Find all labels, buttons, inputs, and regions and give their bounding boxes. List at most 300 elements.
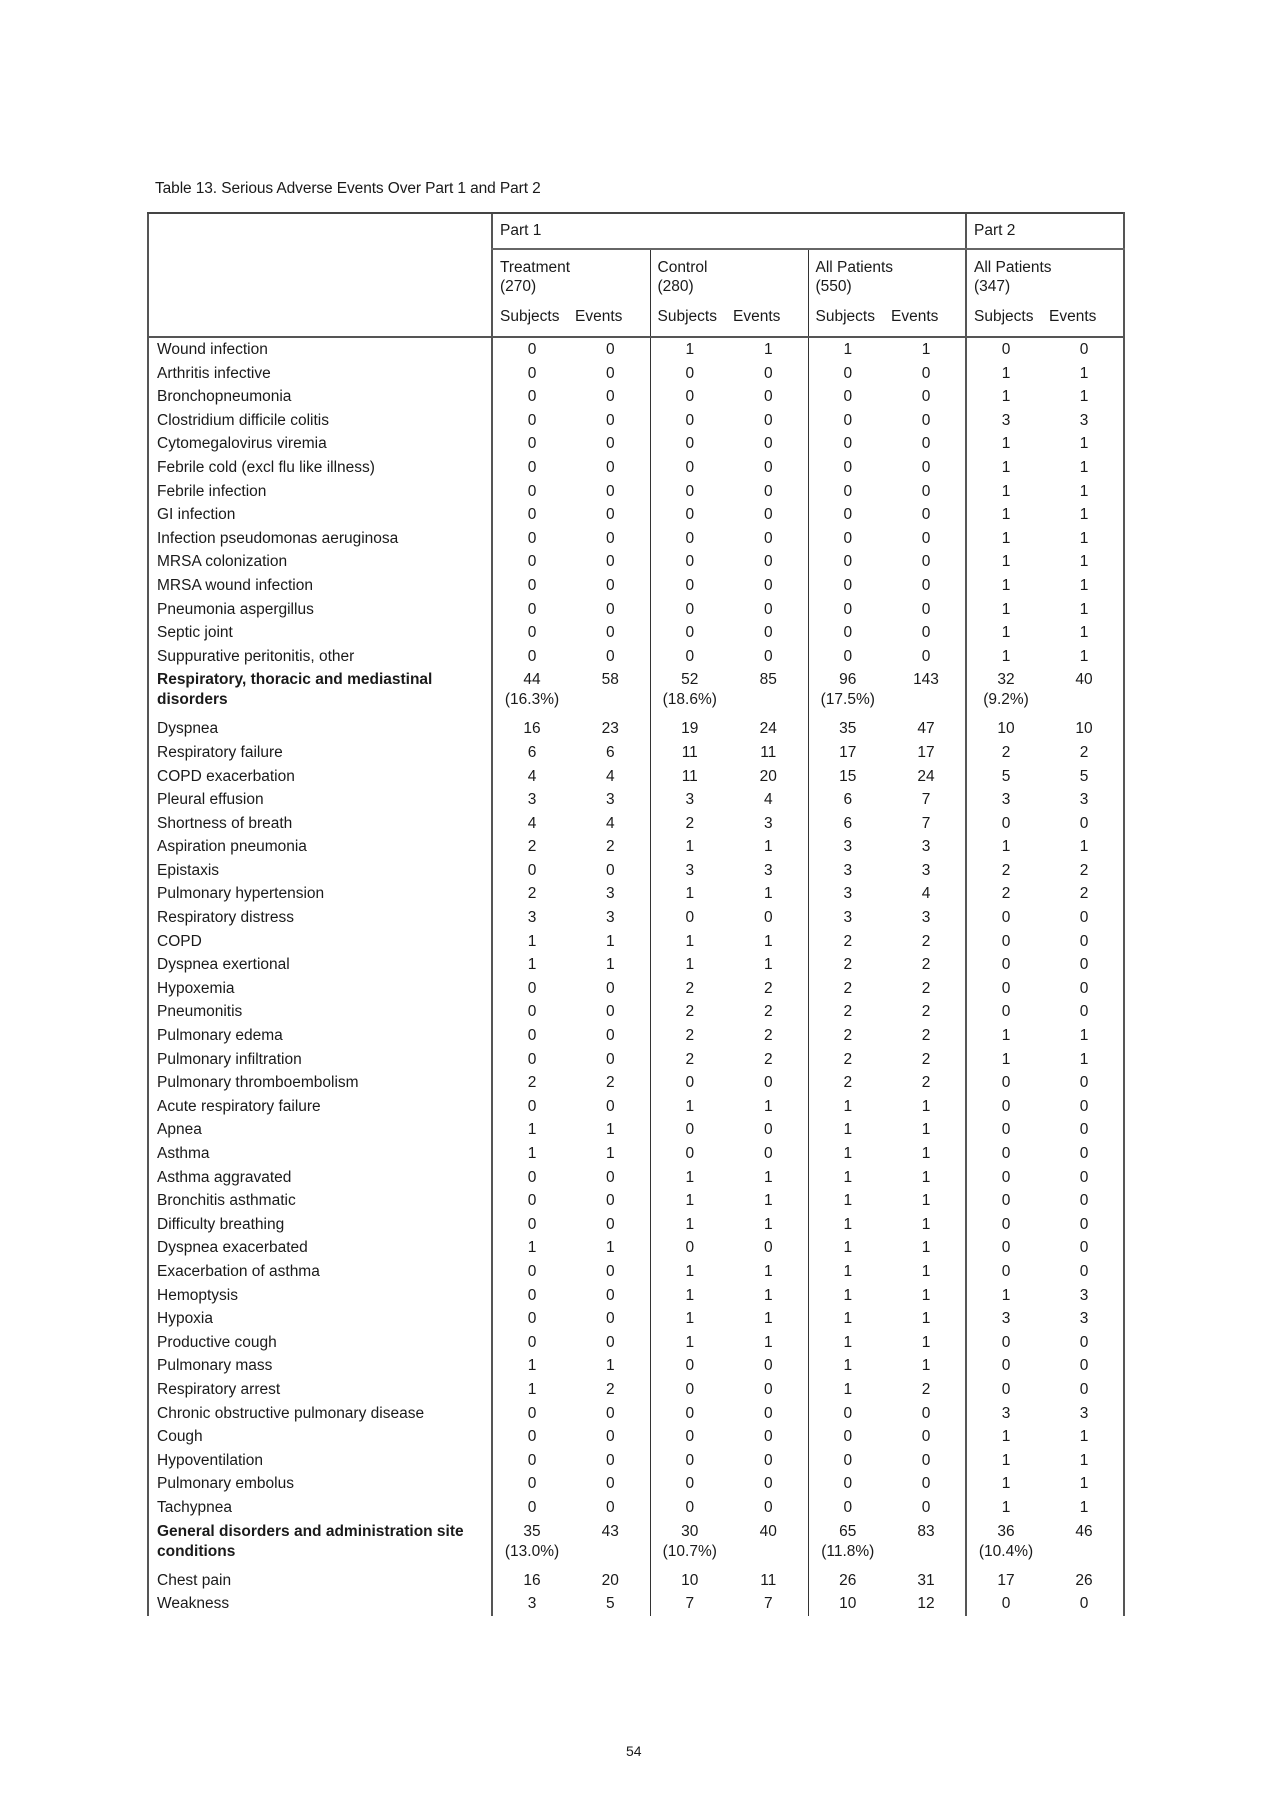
count-value: 1 bbox=[685, 1333, 695, 1351]
count-value: 1 bbox=[921, 1357, 931, 1375]
subjects-cell bbox=[650, 953, 729, 977]
events-cell bbox=[1045, 1449, 1124, 1473]
subjects-cell bbox=[808, 1213, 887, 1237]
count-value: 0 bbox=[605, 861, 615, 879]
count-value: 83 bbox=[917, 1522, 935, 1540]
events-cell bbox=[729, 1213, 808, 1237]
count-value: 0 bbox=[1001, 1380, 1011, 1398]
events-cell bbox=[887, 1307, 966, 1331]
events-cell bbox=[1045, 598, 1124, 622]
count-value: 3 bbox=[527, 791, 537, 809]
count-value: 3 bbox=[1001, 1310, 1011, 1328]
subjects-cell bbox=[650, 480, 729, 504]
count-value: 0 bbox=[1001, 1168, 1011, 1186]
events-cell bbox=[729, 1095, 808, 1119]
event-label: Epistaxis bbox=[148, 859, 492, 883]
count-value: 0 bbox=[527, 506, 537, 524]
count-value: 1 bbox=[527, 1145, 537, 1162]
subjects-cell bbox=[808, 1307, 887, 1331]
events-cell bbox=[887, 717, 966, 741]
subjects-cell bbox=[966, 480, 1045, 504]
count-value: 0 bbox=[527, 1192, 537, 1210]
events-cell bbox=[571, 1095, 650, 1119]
event-label: Hemoptysis bbox=[148, 1284, 492, 1308]
events-cell bbox=[729, 1496, 808, 1520]
events-cell bbox=[887, 1189, 966, 1213]
header-blank-cell bbox=[148, 213, 492, 337]
table-row bbox=[148, 882, 1124, 906]
events-cell bbox=[729, 1354, 808, 1378]
event-label: COPD exacerbation bbox=[148, 765, 492, 789]
count-value: 0 bbox=[605, 364, 615, 382]
events-cell bbox=[729, 1284, 808, 1308]
count-value: 1 bbox=[605, 932, 615, 950]
count-value: 2 bbox=[921, 956, 931, 974]
count-value: 16 bbox=[523, 1571, 541, 1589]
events-cell bbox=[571, 1569, 650, 1593]
count-value: 0 bbox=[1079, 1097, 1089, 1115]
count-value: 1 bbox=[763, 1262, 773, 1280]
subjects-cell bbox=[492, 1142, 571, 1166]
count-value: 0 bbox=[685, 576, 695, 594]
count-value: 0 bbox=[843, 506, 853, 524]
subjects-cell bbox=[808, 1378, 887, 1402]
count-value: 0 bbox=[1079, 1003, 1089, 1021]
count-value: 0 bbox=[763, 435, 773, 453]
subjects-cell bbox=[492, 527, 571, 551]
subjects-cell bbox=[650, 1378, 729, 1402]
count-value: 2 bbox=[1001, 743, 1011, 761]
count-value: 1 bbox=[605, 1121, 615, 1139]
count-value: 3 bbox=[605, 909, 615, 927]
table-row bbox=[148, 1118, 1124, 1142]
events-cell bbox=[729, 1520, 808, 1569]
events-cell bbox=[1045, 503, 1124, 527]
count-value: 1 bbox=[1001, 482, 1011, 500]
subjects-cell bbox=[966, 1284, 1045, 1308]
count-value: 0 bbox=[1079, 1333, 1089, 1351]
count-value: 0 bbox=[921, 388, 931, 406]
event-label: MRSA colonization bbox=[148, 550, 492, 574]
count-value: 0 bbox=[527, 624, 537, 642]
subjects-cell bbox=[966, 1189, 1045, 1213]
count-value: 0 bbox=[605, 411, 615, 429]
count-value: 2 bbox=[843, 1050, 853, 1068]
count-value: 0 bbox=[1079, 1595, 1089, 1613]
count-value: 0 bbox=[605, 388, 615, 406]
subjects-cell bbox=[966, 953, 1045, 977]
subjects-cell bbox=[808, 503, 887, 527]
count-value: 4 bbox=[763, 791, 773, 809]
events-cell bbox=[729, 765, 808, 789]
events-cell bbox=[571, 409, 650, 433]
count-value: 143 bbox=[913, 671, 939, 689]
events-cell bbox=[571, 1118, 650, 1142]
events-cell bbox=[887, 812, 966, 836]
count-value: 0 bbox=[685, 529, 695, 547]
table-row bbox=[148, 906, 1124, 930]
subjects-cell bbox=[650, 1260, 729, 1284]
subjects-cell bbox=[808, 621, 887, 645]
count-value: 96 bbox=[839, 671, 857, 689]
count-value: 0 bbox=[685, 553, 695, 571]
events-cell bbox=[887, 1592, 966, 1616]
subjects-cell bbox=[808, 1071, 887, 1095]
subjects-cell bbox=[650, 598, 729, 622]
subjects-cell bbox=[808, 741, 887, 765]
subjects-cell bbox=[808, 1095, 887, 1119]
count-value: 40 bbox=[759, 1522, 777, 1540]
count-value: 24 bbox=[759, 720, 777, 738]
subjects-cell bbox=[966, 1425, 1045, 1449]
table-row bbox=[148, 1260, 1124, 1284]
count-value: 0 bbox=[763, 388, 773, 406]
count-value: 0 bbox=[527, 1215, 537, 1233]
subjects-cell bbox=[966, 1354, 1045, 1378]
table-row bbox=[148, 1569, 1124, 1593]
count-value: 3 bbox=[1001, 1404, 1011, 1422]
count-value: 2 bbox=[921, 1050, 931, 1068]
events-cell bbox=[1045, 1331, 1124, 1355]
count-value: 1 bbox=[843, 341, 853, 358]
count-value: 0 bbox=[527, 1498, 537, 1516]
count-value: 7 bbox=[763, 1595, 773, 1613]
events-cell bbox=[571, 1472, 650, 1496]
count-value: 65 bbox=[839, 1522, 857, 1540]
table-row bbox=[148, 1496, 1124, 1520]
count-value: 1 bbox=[1001, 838, 1011, 856]
count-value: 1 bbox=[763, 341, 773, 358]
count-value: 0 bbox=[1001, 1357, 1011, 1375]
count-value: 3 bbox=[1001, 791, 1011, 809]
events-cell bbox=[571, 930, 650, 954]
subjects-cell bbox=[966, 1024, 1045, 1048]
subjects-cell bbox=[808, 977, 887, 1001]
subjects-cell bbox=[966, 668, 1045, 717]
events-cell bbox=[729, 812, 808, 836]
events-cell bbox=[729, 882, 808, 906]
subjects-cell bbox=[492, 717, 571, 741]
subjects-cell bbox=[492, 1284, 571, 1308]
count-value: 35 bbox=[523, 1522, 541, 1540]
events-cell bbox=[571, 1402, 650, 1426]
count-value: 0 bbox=[843, 1498, 853, 1516]
count-value: 10 bbox=[997, 720, 1015, 738]
events-cell bbox=[729, 409, 808, 433]
subjects-cell bbox=[492, 1472, 571, 1496]
count-value: 0 bbox=[843, 600, 853, 618]
subjects-cell bbox=[808, 953, 887, 977]
count-value: 3 bbox=[1079, 1404, 1089, 1422]
subjects-cell bbox=[492, 456, 571, 480]
events-cell bbox=[1045, 385, 1124, 409]
count-value: 1 bbox=[1079, 1451, 1089, 1469]
count-value: 0 bbox=[1079, 1215, 1089, 1233]
count-value: 1 bbox=[921, 1310, 931, 1328]
table-row bbox=[148, 1095, 1124, 1119]
table-caption: Table 13. Serious Adverse Events Over Part 1 and Part 2 bbox=[155, 180, 541, 197]
count-value: 0 bbox=[605, 553, 615, 571]
table-row bbox=[148, 503, 1124, 527]
count-value: 1 bbox=[1001, 529, 1011, 547]
subjects-cell bbox=[492, 1307, 571, 1331]
subjects-cell bbox=[966, 788, 1045, 812]
subjects-header: Subjects bbox=[492, 308, 571, 337]
count-value: 0 bbox=[685, 624, 695, 642]
count-value: 0 bbox=[685, 1074, 695, 1092]
count-value: 17 bbox=[917, 743, 935, 761]
events-header: Events bbox=[887, 308, 966, 337]
events-cell bbox=[571, 1213, 650, 1237]
table-row bbox=[148, 1425, 1124, 1449]
count-value: 1 bbox=[1079, 647, 1089, 665]
count-value: 11 bbox=[681, 767, 698, 785]
table-row bbox=[148, 1307, 1124, 1331]
count-value: 7 bbox=[921, 791, 931, 809]
events-cell bbox=[887, 645, 966, 669]
events-cell bbox=[729, 527, 808, 551]
count-value: 1 bbox=[1079, 458, 1089, 476]
events-cell bbox=[729, 1449, 808, 1473]
count-value: 0 bbox=[605, 529, 615, 547]
table-row bbox=[148, 1284, 1124, 1308]
events-cell bbox=[1045, 668, 1124, 717]
subjects-cell bbox=[966, 385, 1045, 409]
count-value: 3 bbox=[1001, 411, 1011, 429]
events-cell bbox=[887, 1354, 966, 1378]
count-value: 0 bbox=[527, 1168, 537, 1186]
count-value: 0 bbox=[1079, 1192, 1089, 1210]
count-value: 0 bbox=[527, 1027, 537, 1045]
percent-value: (10.4%) bbox=[978, 1542, 1034, 1560]
count-value: 2 bbox=[605, 838, 615, 856]
event-label: Asthma bbox=[148, 1142, 492, 1166]
events-cell bbox=[1045, 550, 1124, 574]
count-value: 1 bbox=[605, 1357, 615, 1375]
subjects-cell bbox=[966, 1472, 1045, 1496]
event-label: Pulmonary mass bbox=[148, 1354, 492, 1378]
count-value: 0 bbox=[921, 1404, 931, 1422]
count-value: 3 bbox=[921, 909, 931, 927]
count-value: 0 bbox=[763, 600, 773, 618]
count-value: 0 bbox=[1079, 814, 1089, 832]
count-value: 0 bbox=[685, 1475, 695, 1493]
count-value: 17 bbox=[997, 1571, 1015, 1589]
events-cell bbox=[1045, 1166, 1124, 1190]
events-cell bbox=[887, 1166, 966, 1190]
events-cell bbox=[1045, 1236, 1124, 1260]
count-value: 0 bbox=[763, 1239, 773, 1257]
events-cell bbox=[1045, 812, 1124, 836]
count-value: 1 bbox=[685, 1286, 695, 1304]
subjects-cell bbox=[966, 1142, 1045, 1166]
count-value: 1 bbox=[1001, 1286, 1011, 1304]
events-cell bbox=[729, 977, 808, 1001]
count-value: 1 bbox=[1079, 388, 1089, 406]
table-row bbox=[148, 456, 1124, 480]
events-cell bbox=[729, 835, 808, 859]
subjects-cell bbox=[492, 1496, 571, 1520]
subjects-cell bbox=[492, 1048, 571, 1072]
events-cell bbox=[887, 1496, 966, 1520]
count-value: 0 bbox=[1079, 341, 1089, 358]
count-value: 0 bbox=[605, 1428, 615, 1446]
percent-value: (10.7%) bbox=[662, 1542, 717, 1560]
subjects-cell bbox=[808, 337, 887, 362]
count-value: 1 bbox=[843, 1215, 853, 1233]
events-cell bbox=[887, 1142, 966, 1166]
count-value: 0 bbox=[763, 1498, 773, 1516]
count-value: 0 bbox=[921, 600, 931, 618]
count-value: 0 bbox=[527, 411, 537, 429]
count-value: 0 bbox=[921, 506, 931, 524]
count-value: 0 bbox=[1001, 1192, 1011, 1210]
event-label: Febrile infection bbox=[148, 480, 492, 504]
count-value: 2 bbox=[527, 838, 537, 856]
event-label: Difficulty breathing bbox=[148, 1213, 492, 1237]
count-value: 1 bbox=[1001, 1498, 1011, 1516]
count-value: 6 bbox=[605, 743, 615, 761]
event-label: Respiratory arrest bbox=[148, 1378, 492, 1402]
count-value: 1 bbox=[843, 1145, 853, 1162]
events-cell bbox=[1045, 1472, 1124, 1496]
event-label: Pulmonary hypertension bbox=[148, 882, 492, 906]
count-value: 1 bbox=[685, 1262, 695, 1280]
count-value: 1 bbox=[921, 1215, 931, 1233]
count-value: 0 bbox=[685, 364, 695, 382]
subjects-cell bbox=[492, 906, 571, 930]
category-label: Respiratory, thoracic and mediastinal disorders bbox=[148, 668, 492, 717]
events-cell bbox=[571, 1284, 650, 1308]
subjects-cell bbox=[966, 1000, 1045, 1024]
events-cell bbox=[571, 1236, 650, 1260]
subjects-cell bbox=[966, 621, 1045, 645]
count-value: 2 bbox=[843, 956, 853, 974]
subjects-cell bbox=[650, 717, 729, 741]
subjects-cell bbox=[492, 977, 571, 1001]
events-cell bbox=[571, 717, 650, 741]
subjects-cell bbox=[808, 812, 887, 836]
subjects-cell bbox=[966, 1520, 1045, 1569]
events-cell bbox=[729, 1142, 808, 1166]
count-value: 0 bbox=[843, 388, 853, 406]
table-row bbox=[148, 788, 1124, 812]
count-value: 0 bbox=[685, 1145, 695, 1162]
count-value: 0 bbox=[527, 1310, 537, 1328]
subjects-cell bbox=[650, 859, 729, 883]
table-row bbox=[148, 835, 1124, 859]
events-cell bbox=[1045, 930, 1124, 954]
events-cell bbox=[571, 574, 650, 598]
count-value: 2 bbox=[843, 979, 853, 997]
event-label: Cough bbox=[148, 1425, 492, 1449]
count-value: 0 bbox=[527, 364, 537, 382]
table-row bbox=[148, 1472, 1124, 1496]
count-value: 0 bbox=[527, 341, 537, 358]
subjects-cell bbox=[966, 1095, 1045, 1119]
events-cell bbox=[571, 527, 650, 551]
events-cell bbox=[1045, 1118, 1124, 1142]
events-cell bbox=[887, 835, 966, 859]
events-cell bbox=[729, 717, 808, 741]
subjects-cell bbox=[808, 1592, 887, 1616]
subjects-cell bbox=[966, 1071, 1045, 1095]
count-value: 0 bbox=[685, 1357, 695, 1375]
events-cell bbox=[571, 1142, 650, 1166]
count-value: 0 bbox=[1001, 1121, 1011, 1139]
count-value: 0 bbox=[1079, 1262, 1089, 1280]
group-treatment bbox=[492, 249, 650, 308]
event-label: Septic joint bbox=[148, 621, 492, 645]
events-cell bbox=[729, 788, 808, 812]
percent-value: (17.5%) bbox=[820, 691, 875, 709]
table-row bbox=[148, 362, 1124, 386]
events-cell bbox=[729, 1118, 808, 1142]
events-cell bbox=[571, 906, 650, 930]
subjects-cell bbox=[808, 1000, 887, 1024]
count-value: 3 bbox=[605, 791, 615, 809]
count-value: 0 bbox=[921, 482, 931, 500]
table-row bbox=[148, 1378, 1124, 1402]
count-value: 5 bbox=[1079, 767, 1089, 785]
events-cell bbox=[887, 1024, 966, 1048]
subjects-cell bbox=[966, 1402, 1045, 1426]
subjects-header: Subjects bbox=[650, 308, 729, 337]
count-value: 0 bbox=[1001, 1215, 1011, 1233]
count-value: 0 bbox=[1079, 979, 1089, 997]
count-value: 0 bbox=[1079, 1239, 1089, 1257]
category-label: General disorders and administration site conditions bbox=[148, 1520, 492, 1569]
count-value: 0 bbox=[527, 1333, 537, 1351]
subjects-cell bbox=[808, 1166, 887, 1190]
subjects-cell bbox=[492, 668, 571, 717]
events-cell bbox=[887, 550, 966, 574]
subjects-cell bbox=[650, 882, 729, 906]
count-value: 0 bbox=[685, 482, 695, 500]
subjects-cell bbox=[650, 621, 729, 645]
events-cell bbox=[729, 621, 808, 645]
table-row bbox=[148, 930, 1124, 954]
subjects-cell bbox=[966, 717, 1045, 741]
count-value: 1 bbox=[763, 1310, 773, 1328]
events-cell bbox=[887, 668, 966, 717]
count-value: 0 bbox=[1001, 1003, 1011, 1021]
count-value: 1 bbox=[1079, 600, 1089, 618]
subjects-header: Subjects bbox=[966, 308, 1045, 337]
count-value: 0 bbox=[527, 600, 537, 618]
count-value: 0 bbox=[527, 1404, 537, 1422]
count-value: 0 bbox=[527, 1003, 537, 1021]
events-cell bbox=[571, 1307, 650, 1331]
events-cell bbox=[571, 1496, 650, 1520]
count-value: 1 bbox=[921, 1097, 931, 1115]
count-value: 1 bbox=[763, 1097, 773, 1115]
count-value: 3 bbox=[921, 861, 931, 879]
count-value: 0 bbox=[763, 909, 773, 927]
count-value: 0 bbox=[763, 624, 773, 642]
count-value: 0 bbox=[763, 1404, 773, 1422]
count-value: 0 bbox=[527, 388, 537, 406]
table-row bbox=[148, 1236, 1124, 1260]
table-row bbox=[148, 859, 1124, 883]
count-value: 16 bbox=[523, 720, 541, 738]
count-value: 0 bbox=[843, 1404, 853, 1422]
count-value: 35 bbox=[839, 720, 857, 738]
count-value: 1 bbox=[685, 838, 695, 856]
count-value: 0 bbox=[1001, 909, 1011, 927]
subjects-cell bbox=[650, 1024, 729, 1048]
count-value: 1 bbox=[685, 1215, 695, 1233]
